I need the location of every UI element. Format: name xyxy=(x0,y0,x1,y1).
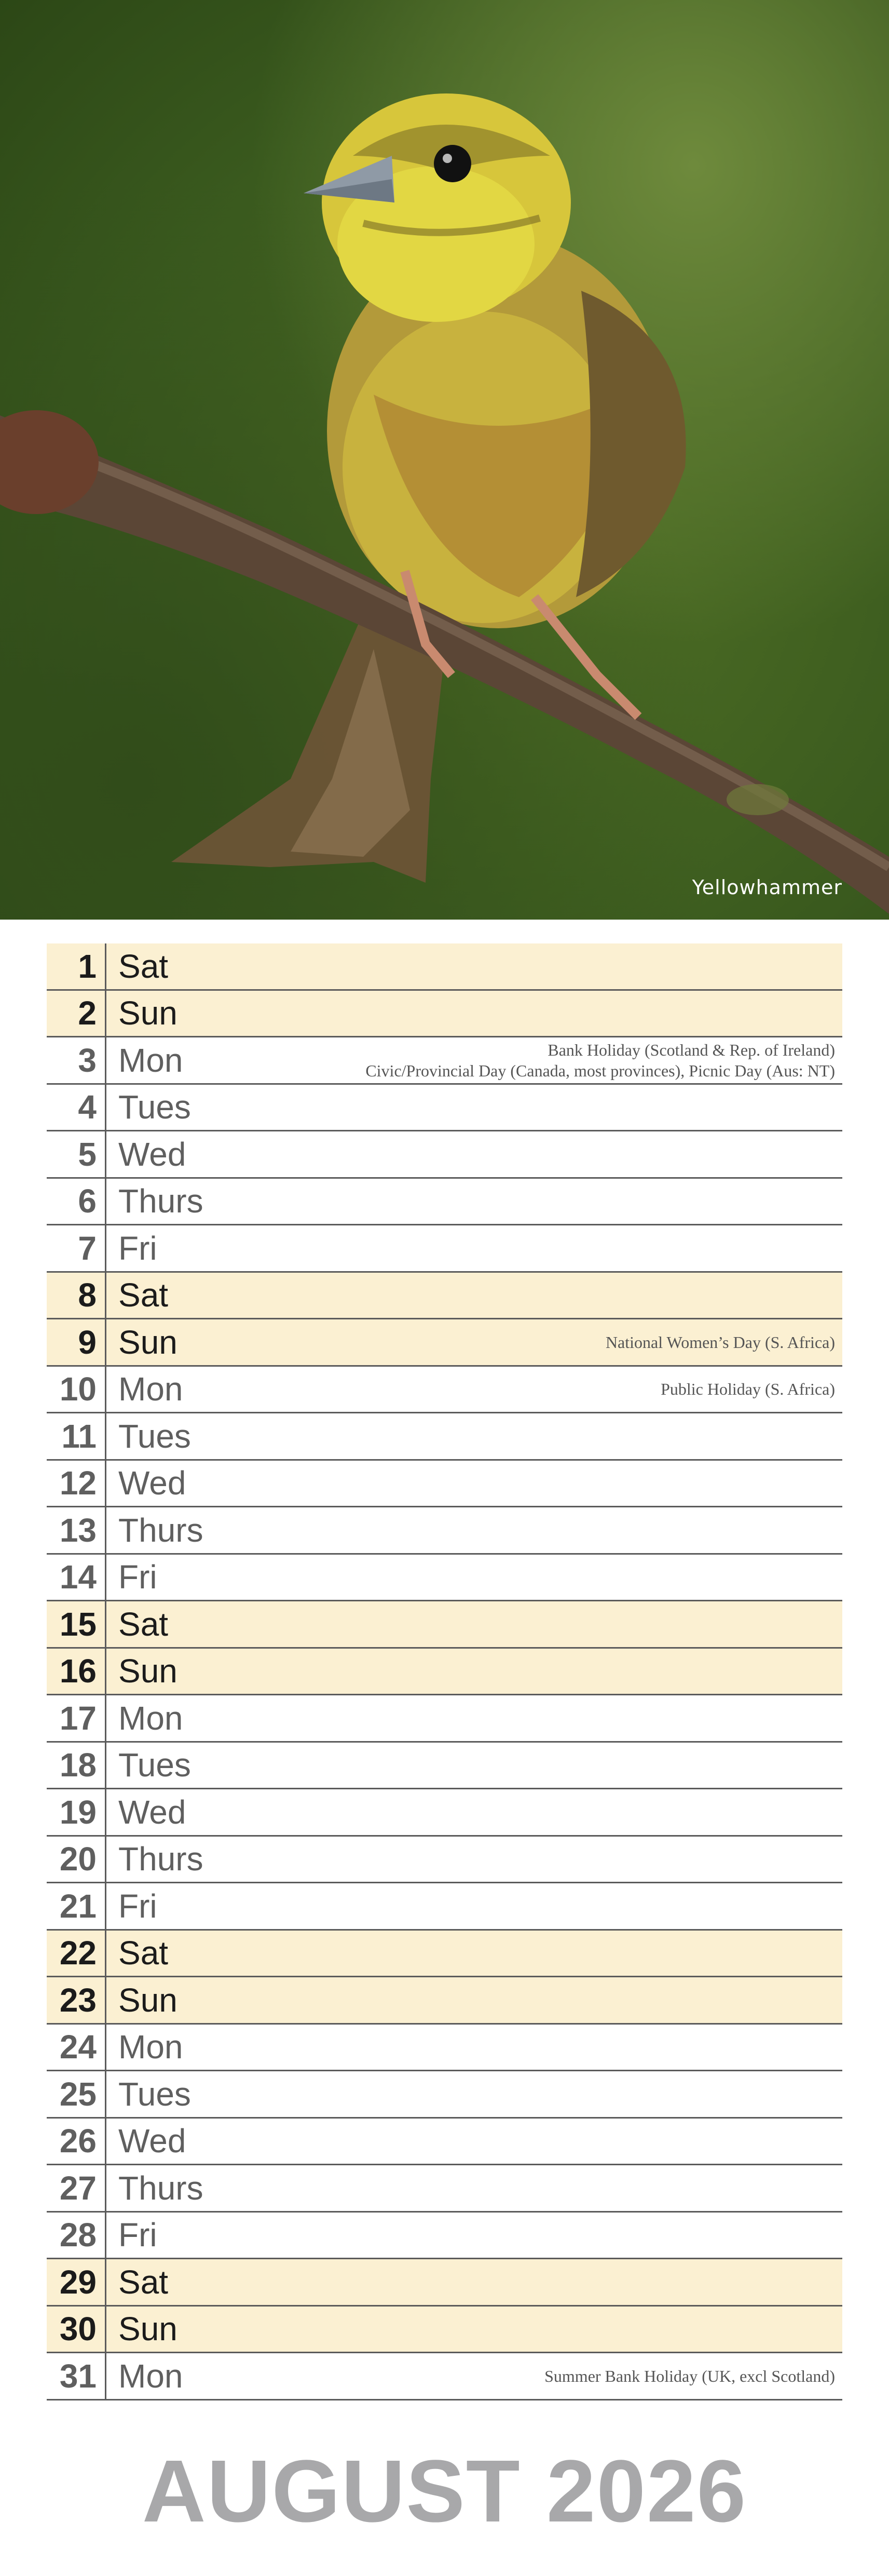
day-name: Mon xyxy=(118,1370,183,1408)
day-number: 8 xyxy=(78,1276,97,1314)
calendar-row xyxy=(47,1789,842,1837)
day-number-cell xyxy=(47,1789,106,1835)
day-name: Tues xyxy=(118,1088,191,1126)
calendar-row xyxy=(47,1977,842,2025)
day-number-cell xyxy=(47,1131,106,1177)
day-name: Sat xyxy=(118,947,169,985)
calendar-row xyxy=(47,1179,842,1226)
holiday-notes xyxy=(365,1040,835,1081)
day-number: 13 xyxy=(59,1511,97,1549)
day-number: 11 xyxy=(61,1417,97,1455)
day-number-cell xyxy=(47,2307,106,2352)
day-number-cell xyxy=(47,1461,106,1506)
calendar-row xyxy=(47,1743,842,1790)
day-number-cell xyxy=(47,1555,106,1600)
day-number-cell xyxy=(47,1649,106,1694)
day-number-cell xyxy=(47,2213,106,2258)
day-number-cell xyxy=(47,1413,106,1459)
day-number: 25 xyxy=(59,2075,97,2113)
day-number: 21 xyxy=(59,1887,97,1925)
day-number-cell xyxy=(47,1601,106,1647)
holiday-notes xyxy=(606,1332,835,1353)
day-name: Mon xyxy=(118,2028,183,2066)
day-number-cell xyxy=(47,1931,106,1976)
day-number-cell xyxy=(47,1507,106,1553)
holiday-note: Public Holiday (S. Africa) xyxy=(661,1380,835,1399)
day-name: Sun xyxy=(118,1981,177,2019)
day-number-cell xyxy=(47,1273,106,1318)
day-number: 30 xyxy=(59,2310,97,2348)
calendar-row xyxy=(47,1649,842,1696)
calendar-grid xyxy=(47,943,842,2400)
day-number: 6 xyxy=(78,1182,97,1220)
day-number: 16 xyxy=(59,1652,97,1690)
day-number: 29 xyxy=(59,2263,97,2301)
calendar-row xyxy=(47,2119,842,2166)
day-number: 10 xyxy=(59,1370,97,1408)
day-number: 22 xyxy=(59,1934,97,1972)
day-name: Mon xyxy=(118,1041,183,1079)
day-name: Fri xyxy=(118,1229,157,1267)
day-number: 19 xyxy=(59,1793,97,1831)
day-name: Tues xyxy=(118,1417,191,1455)
day-number-cell xyxy=(47,943,106,989)
day-number-cell xyxy=(47,991,106,1036)
calendar-row xyxy=(47,1225,842,1273)
holiday-notes xyxy=(544,2366,835,2386)
calendar-row xyxy=(47,2213,842,2260)
holiday-note: National Women’s Day (S. Africa) xyxy=(605,1332,835,1352)
day-name: Sat xyxy=(118,2263,169,2301)
day-name: Thurs xyxy=(118,1182,203,1220)
calendar-row xyxy=(47,2307,842,2354)
day-number: 4 xyxy=(78,1088,97,1126)
calendar-row xyxy=(47,2165,842,2213)
day-number-cell xyxy=(47,2353,106,2399)
day-name: Sat xyxy=(118,1276,169,1314)
calendar-row xyxy=(47,1367,842,1414)
day-name: Sun xyxy=(118,2310,177,2348)
day-number-cell xyxy=(47,1037,106,1083)
day-number-cell xyxy=(47,2119,106,2164)
day-name: Wed xyxy=(118,1793,186,1831)
day-name: Fri xyxy=(118,1887,157,1925)
holiday-note: Summer Bank Holiday (UK, excl Scotland) xyxy=(544,2366,835,2385)
day-number-cell xyxy=(47,1319,106,1365)
holiday-note: Bank Holiday (Scotland & Rep. of Ireland) xyxy=(548,1040,835,1059)
calendar-row xyxy=(47,1413,842,1461)
day-name: Tues xyxy=(118,2075,191,2113)
day-number: 27 xyxy=(59,2169,97,2207)
bird-photo xyxy=(0,0,889,920)
day-number-cell xyxy=(47,1883,106,1929)
calendar-row xyxy=(47,1555,842,1602)
day-name: Sun xyxy=(118,994,177,1032)
calendar-row xyxy=(47,1601,842,1649)
calendar-row xyxy=(47,1883,842,1931)
day-number: 20 xyxy=(59,1840,97,1878)
day-number: 3 xyxy=(78,1041,97,1079)
calendar-row xyxy=(47,2071,842,2119)
day-number-cell xyxy=(47,1743,106,1788)
day-number: 12 xyxy=(59,1464,97,1502)
calendar-row xyxy=(47,1085,842,1132)
month-title: AUGUST 2026 xyxy=(142,2442,747,2541)
day-number: 23 xyxy=(59,1981,97,2019)
day-name: Sat xyxy=(118,1605,169,1643)
calendar-row xyxy=(47,943,842,991)
day-name: Tues xyxy=(118,1746,191,1784)
holiday-note: Civic/Provincial Day (Canada, most provinces), Picnic Day (Aus: NT) xyxy=(365,1061,835,1080)
holiday-notes xyxy=(661,1379,835,1399)
calendar-row xyxy=(47,1931,842,1978)
day-number: 5 xyxy=(78,1135,97,1173)
day-name: Fri xyxy=(118,1558,157,1596)
day-number-cell xyxy=(47,1367,106,1412)
day-number: 7 xyxy=(78,1229,97,1267)
day-name: Mon xyxy=(118,2357,183,2395)
photo-caption: Yellowhammer xyxy=(692,876,842,899)
calendar-row xyxy=(47,991,842,1038)
day-number-cell xyxy=(47,1837,106,1882)
calendar-row xyxy=(47,2259,842,2307)
day-name: Sun xyxy=(118,1323,177,1361)
day-number: 18 xyxy=(59,1746,97,1784)
day-number-cell xyxy=(47,1179,106,1224)
day-name: Mon xyxy=(118,1699,183,1737)
calendar-row xyxy=(47,1507,842,1555)
calendar-row xyxy=(47,1131,842,1179)
day-number-cell xyxy=(47,1695,106,1741)
day-name: Fri xyxy=(118,2216,157,2254)
day-number-cell xyxy=(47,2165,106,2211)
day-number: 15 xyxy=(59,1605,97,1643)
day-name: Wed xyxy=(118,1135,186,1173)
calendar-row xyxy=(47,2353,842,2400)
day-name: Thurs xyxy=(118,1511,203,1549)
day-name: Thurs xyxy=(118,1840,203,1878)
day-number-cell xyxy=(47,1225,106,1271)
day-number: 26 xyxy=(59,2122,97,2160)
day-number: 28 xyxy=(59,2216,97,2254)
day-number: 2 xyxy=(78,994,97,1032)
day-number-cell xyxy=(47,2025,106,2070)
day-number-cell xyxy=(47,2259,106,2305)
day-number: 14 xyxy=(59,1558,97,1596)
day-name: Wed xyxy=(118,2122,186,2160)
day-number: 9 xyxy=(78,1323,97,1361)
day-number: 24 xyxy=(59,2028,97,2066)
day-name: Thurs xyxy=(118,2169,203,2207)
day-name: Sat xyxy=(118,1934,169,1972)
day-name: Sun xyxy=(118,1652,177,1690)
day-number: 17 xyxy=(59,1699,97,1737)
calendar-row xyxy=(47,1837,842,1884)
calendar-row xyxy=(47,1695,842,1743)
calendar-row xyxy=(47,1273,842,1320)
day-number-cell xyxy=(47,2071,106,2117)
calendar-row xyxy=(47,1461,842,1508)
yellowhammer-illustration xyxy=(0,0,889,920)
calendar-row xyxy=(47,1037,842,1085)
day-number: 1 xyxy=(78,947,97,985)
day-number-cell xyxy=(47,1977,106,2023)
calendar-row xyxy=(47,1319,842,1367)
calendar-row xyxy=(47,2025,842,2072)
day-number: 31 xyxy=(59,2357,97,2395)
day-number-cell xyxy=(47,1085,106,1130)
day-name: Wed xyxy=(118,1464,186,1502)
